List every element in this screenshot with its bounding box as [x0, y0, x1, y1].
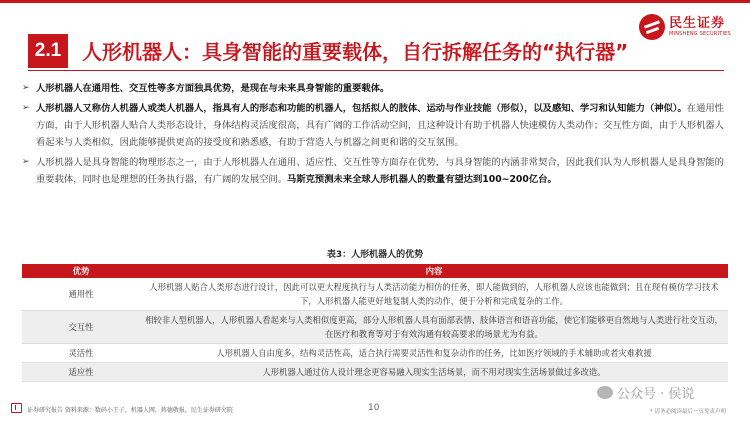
logo-icon [639, 14, 665, 40]
bullet-text: 人形机器人是具身智能的物理形态之一，由于人形机器人在通用、适应性、交互性等方面存在优势，与具身智能的内涵非常契合，因此我们认为人形机器人是具身智能的重要载体，同时也是理想的任务执行器，有广阔的发展空间。 [36, 157, 724, 185]
bullet-text-bold: 人形机器人又称仿人机器人或类人机器人，指具有人的形态和功能的机器人，包括拟人的肢体、运动与作业技能（形似），以及感知、学习和认知能力（神似）。 [36, 103, 687, 114]
table-cell-key: 交互性 [22, 311, 140, 344]
page-number: 10 [368, 403, 380, 413]
bullet-text: 在通用性方面，由于人形机器人贴合人类形态设计，身体结构灵活度很高，具有广阔的工作活动空间，且这种设计有助于机器人快速模仿人类动作；交互性方面，由于人形机器人看起来与人类相似，因此能够提供更高的接受度和熟悉感，有助于营造人与机器之间更和谐的交互氛围。 [36, 103, 724, 148]
table-cell-key: 适应性 [22, 363, 140, 382]
table-cell-value: 相较非人型机器人，人形机器人看起来与人类相似度更高，部分人形机器人具有面部表情、肢体语言和语音功能，使它们能够更自然地与人类进行社交互动，在医疗和教育等对于有效沟通有较高要求的场景尤为有益。 [140, 311, 728, 344]
bullet-list [22, 80, 726, 191]
bullet-text-bold: 马斯克预测未来全球人形机器人的数量有望达到100~200亿台。 [287, 174, 557, 185]
footer-source: 证券研究报告 资料来源：数码小王子，机器人网，蒋德敬报，民生证券研究院 [27, 407, 233, 414]
bullet-item [22, 154, 726, 188]
column-header: 优势 [22, 264, 140, 278]
arrow-bullet-icon: ➢ [22, 83, 30, 93]
table-header-row [22, 264, 728, 278]
bullet-item [22, 100, 726, 151]
table-caption: 表3：人形机器人的优势 [326, 250, 424, 260]
title-divider [28, 70, 724, 71]
table-row [22, 363, 728, 382]
table-cell-value: 人形机器人贴合人类形态进行设计，因此可以更大程度执行与人类活动能力相仿的任务，即人能做到的，人形机器人应该也能做到；且在现有模仿学习技术下，人形机器人能更好地复制人类的动作，便于分析和完成复杂的工作。 [140, 278, 728, 311]
arrow-bullet-icon: ➢ [22, 157, 30, 167]
page-title: 人形机器人：具身智能的重要载体，自行拆解任务的“执行器” [82, 40, 629, 64]
brand-name: 民生证券 [669, 16, 726, 31]
book-icon [11, 403, 22, 413]
table-row [22, 278, 728, 311]
brand-logo [639, 14, 731, 40]
brand-name-en: MINSHENG SECURITIES [669, 31, 731, 37]
table-row [22, 344, 728, 363]
bullet-item [22, 80, 726, 97]
wechat-icon [597, 386, 613, 399]
table-cell-key: 通用性 [22, 278, 140, 311]
advantages-table [22, 264, 728, 382]
table-cell-value: 人形机器人通过仿人设计理念更容易融入现实生活场景，而不用对现实生活场景做过多改造。 [140, 363, 728, 382]
watermark-text: 公众号 · 侯说 [617, 387, 695, 402]
section-number: 2.1 [28, 34, 68, 68]
disclaimer: * 请务必阅读最后一页免责声明 [650, 409, 726, 415]
column-header: 内容 [140, 264, 728, 278]
top-rule [0, 0, 750, 3]
table-row [22, 311, 728, 344]
arrow-bullet-icon: ➢ [22, 103, 30, 113]
table-cell-key: 灵活性 [22, 344, 140, 363]
watermark [597, 383, 694, 402]
bullet-text-bold: 人形机器人在通用性、交互性等多方面独具优势，是现在与未来具身智能的重要载体。 [36, 83, 390, 94]
table-cell-value: 人形机器人自由度多，结构灵活性高，适合执行需要灵活性和复杂动作的任务，比如医疗领域的手术辅助或者灾难救援 [140, 344, 728, 363]
